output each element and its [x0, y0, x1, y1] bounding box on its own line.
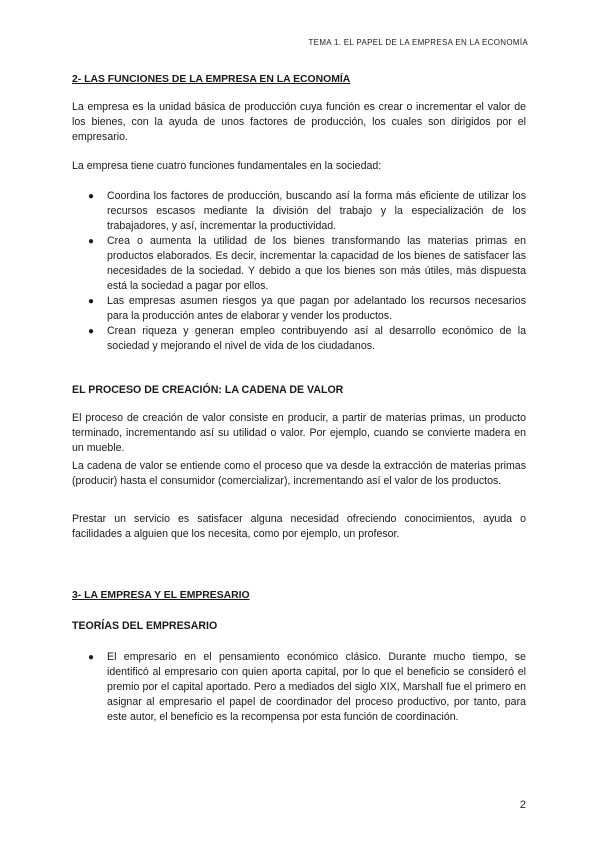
list-item: ● Las empresas asumen riesgos ya que pagan por adelantado los recursos necesarios para la producción antes de elaborar y vender los productos.: [88, 295, 526, 322]
document-body: [72, 72, 526, 725]
service-paragraph: Prestar un servicio es satisfacer alguna necesidad ofreciendo conocimientos, ayuda o facilidades a alguien que los necesita, como por ejemplo, un profesor.: [72, 513, 526, 540]
list-item: ● El empresario en el pensamiento económico clásico. Durante mucho tiempo, se identificó al empresario con quien aporta capital, por lo que el beneficio se consideró el premio por el capital aportado. Pero a mediados del siglo XIX, Marshall fue el primero en asignar al empresario el papel de coordinador del proceso productivo, por tanto, para este autor, el beneficio es la recompensa por esta función de coordinación.: [88, 651, 526, 723]
section-2-heading: 2- LAS FUNCIONES DE LA EMPRESA EN LA ECONOMÍA: [72, 74, 351, 85]
section-2-intro: La empresa es la unidad básica de producción cuya función es crear o incrementar el valor de los bienes, con la ayuda de unos factores de producción, los cuales son dirigidos por el empresario.: [72, 101, 526, 143]
functions-list: [72, 189, 526, 354]
section-3-heading: 3- LA EMPRESA Y EL EMPRESARIO: [72, 590, 250, 601]
list-item: ● Crean riqueza y generan empleo contribuyendo así al desarrollo económico de la sociedad y mejorando el nivel de vida de los ciudadanos.: [88, 325, 526, 352]
list-item: ● Crea o aumenta la utilidad de los bienes transformando las materias primas en productos elaborados. Es decir, incrementar la capacidad de los bienes de satisfacer las necesidades de la sociedad. Y debido a que los bienes son más útiles, más dispuesta está la sociedad a pagar por ellos.: [88, 235, 526, 292]
theories-subheading: TEORÍAS DEL EMPRESARIO: [72, 620, 218, 632]
bullet-icon: ●: [88, 236, 95, 247]
bullet-icon: ●: [88, 652, 95, 663]
bullet-icon: ●: [88, 326, 95, 337]
value-chain-p1: El proceso de creación de valor consiste en producir, a partir de materias primas, un producto terminado, incrementando así su utilidad o valor. Por ejemplo, cuando se convierte madera en un mueble.: [72, 412, 526, 454]
list-item: ● Coordina los factores de producción, buscando así la forma más eficiente de utilizar los recursos escasos mediante la división del trabajo y la especialización de los trabajadores, y así, incrementar la productividad.: [88, 190, 526, 232]
page-header: TEMA 1. EL PAPEL DE LA EMPRESA EN LA ECONOMÍA: [308, 38, 528, 47]
bullet-icon: ●: [88, 296, 95, 307]
theories-list: [72, 650, 526, 725]
value-chain-heading: EL PROCESO DE CREACIÓN: LA CADENA DE VALOR: [72, 384, 344, 396]
page-number: 2: [519, 799, 526, 811]
functions-lead: La empresa tiene cuatro funciones fundamentales en la sociedad:: [72, 160, 382, 172]
bullet-icon: ●: [88, 191, 95, 202]
value-chain-p2: La cadena de valor se entiende como el proceso que va desde la extracción de materias primas (producir) hasta el consumidor (comercializar), incrementando así el valor de los productos.: [72, 460, 526, 487]
